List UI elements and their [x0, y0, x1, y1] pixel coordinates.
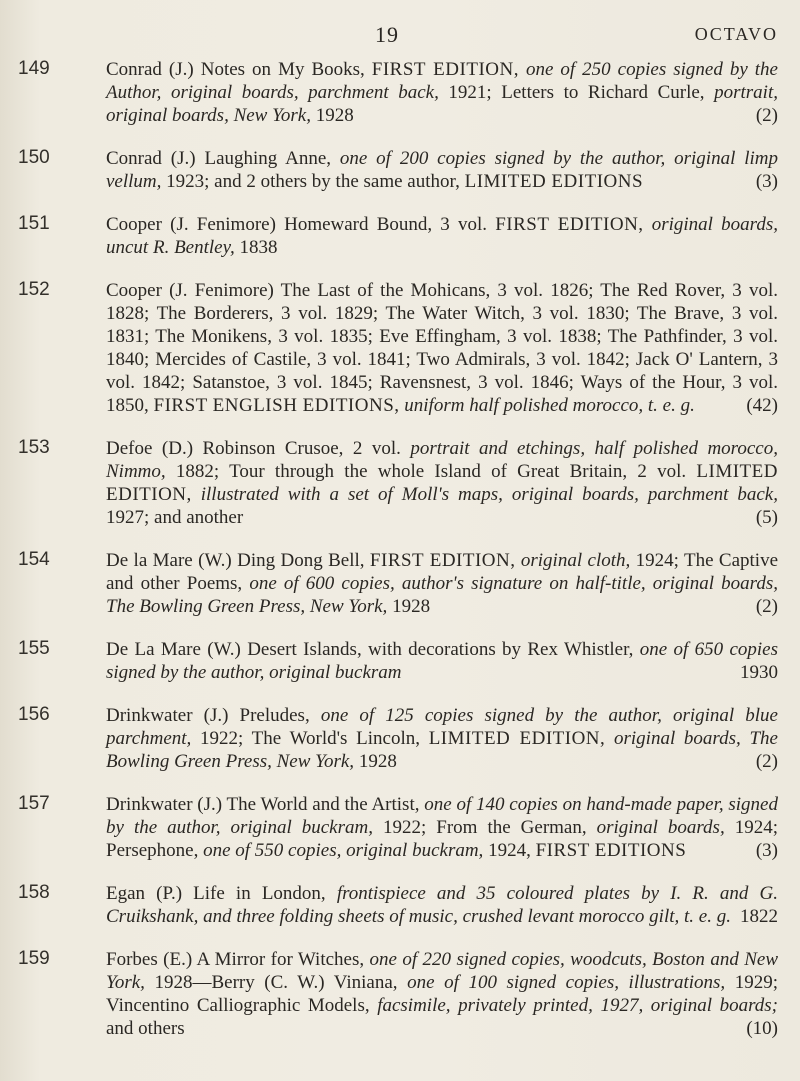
lot-text-segment: R. Bentley, — [152, 237, 235, 258]
lot-text-segment: Conrad (J.) Laughing Anne, — [106, 148, 340, 169]
lot-text-segment: original cloth, — [515, 550, 631, 571]
lot-text-segment: Drinkwater (J.) The World and the Artist, — [106, 794, 425, 815]
lot-text-segment: De la Mare (W.) Ding Dong Bell, — [106, 550, 370, 571]
lot-text-segment: 1882; Tour through the whole Island of Great Britain, 2 vol. — [165, 461, 697, 482]
lot-text-segment: Cooper (J. Fenimore) Homeward Bound, 3 vol. — [106, 214, 496, 235]
lot-text-segment: 1928—Berry (C. W.) Viniana, — [144, 972, 408, 993]
lot-description — [106, 279, 778, 417]
lot-quantity: 1822 — [740, 906, 778, 927]
lot-number: 154 — [18, 549, 50, 570]
lot-text-segment: FIRST EDITION, — [495, 214, 644, 235]
lot-number: 152 — [18, 279, 50, 300]
lot-description — [106, 549, 778, 618]
lot-text-segment: FIRST EDITION, — [371, 59, 519, 80]
lot-entry — [0, 882, 800, 928]
lot-text-segment: LIMITED EDITION, — [428, 728, 606, 749]
lot-text-segment: one of 140 copies on hand-made paper, signed by the author, original buckram, — [106, 794, 778, 838]
lot-quantity: (10) — [746, 1018, 778, 1039]
lot-number: 149 — [18, 58, 50, 79]
lot-entry — [0, 147, 800, 193]
lot-text-segment: one of 125 copies signed by the author, original blue parchment, — [106, 705, 778, 749]
lot-entry — [0, 213, 800, 259]
lot-text-segment: and others — [106, 1018, 185, 1039]
lot-description — [106, 948, 778, 1040]
lot-text-segment: original boards, — [596, 817, 725, 838]
section-title: OCTAVO — [694, 24, 778, 44]
lot-entry — [0, 638, 800, 684]
lot-text-segment: FIRST ENGLISH EDITIONS, — [153, 395, 400, 416]
lot-description — [106, 793, 778, 862]
lot-text-segment: 1923; and 2 others by the same author, — [161, 171, 465, 192]
lot-text-segment: facsimile, privately printed, 1927, original boards; — [377, 995, 778, 1016]
lot-text-segment: 1928 — [354, 751, 397, 772]
lot-text-segment: De La Mare (W.) Desert Islands, with decorations by Rex Whistler, — [106, 639, 640, 660]
lot-text-segment: 1927; and another — [106, 507, 244, 528]
lot-text-segment: Cooper (J. Fenimore) The Last of the Mohicans, 3 vol. 1826; The Red Rover, 3 vol. 1828; The Borderers, 3 vol. 1829; The Water Witch, 3 vol. 1830; The Brave, 3 vol. 1831; The Monikens, 3 vol. 1835; Eve Effingham, 3 vol. 1838; The Pathfinder, 3 vol. 1840; Mercides of Castile, 3 vol. 1841; Two Admirals, 3 vol. 1842; Jack O' Lantern, 3 vol. 1842; Satanstoe, 3 vol. 1845; Ravensnest, 3 vol. 1846; Ways of the Hour, 3 vol. 1850, — [106, 280, 778, 416]
lot-text-segment: illustrated with a set of Moll's maps, original boards, parchment back, — [191, 484, 778, 505]
lot-text-segment: one of 250 copies signed by the Author, original boards, parchment back, — [106, 59, 778, 103]
lot-text-segment: one of 600 copies, author's signature on half-title, original boards, The Bowling Green Press, New York, — [106, 573, 778, 617]
lot-number: 151 — [18, 213, 50, 234]
lot-quantity: (5) — [755, 507, 778, 528]
lot-description — [106, 704, 778, 773]
lot-text-segment: 1924; The Captive and other Poems, — [106, 550, 779, 594]
lot-text-segment: Drinkwater (J.) Preludes, — [106, 705, 321, 726]
lot-number: 157 — [18, 793, 50, 814]
lot-number: 155 — [18, 638, 50, 659]
lot-description — [106, 638, 778, 684]
lot-text-segment: 1838 — [234, 237, 278, 258]
lot-description — [106, 58, 778, 127]
lot-text-segment: Egan (P.) Life in London, — [106, 883, 337, 904]
lot-entry — [0, 437, 800, 529]
lot-text-segment: 1928 — [311, 105, 354, 126]
lot-quantity: (3) — [755, 840, 778, 861]
lot-text-segment: portrait and etchings, half polished morocco, Nimmo, — [106, 438, 778, 482]
page-number: 19 — [375, 22, 399, 47]
lot-entry — [0, 704, 800, 773]
lot-text-segment: one of 200 copies signed by the author, original limp vellum, — [106, 148, 779, 192]
lot-text-segment: 1921; Letters to Richard Curle, — [438, 82, 715, 103]
lot-list — [0, 58, 800, 1060]
lot-description — [106, 147, 778, 193]
lot-text-segment: FIRST EDITION, — [369, 550, 516, 571]
lot-quantity: (2) — [755, 105, 778, 126]
lot-text-segment: one of 550 copies, original buckram, — [203, 840, 484, 861]
lot-entry — [0, 948, 800, 1040]
lot-text-segment: 1929; Vincentino Calliographic Models, — [106, 972, 779, 1016]
lot-entry — [0, 793, 800, 862]
lot-text-segment: LIMITED EDITION, — [106, 461, 778, 505]
lot-text-segment: Forbes (E.) A Mirror for Witches, — [106, 949, 370, 970]
lot-quantity: (42) — [746, 395, 778, 416]
lot-entry — [0, 549, 800, 618]
lot-text-segment: LIMITED EDITIONS — [464, 171, 644, 192]
lot-quantity: 1930 — [740, 662, 778, 683]
lot-number: 150 — [18, 147, 50, 168]
lot-text-segment: 1924, — [483, 840, 536, 861]
lot-entry — [0, 279, 800, 417]
lot-text-segment: one of 100 signed copies, illustrations, — [407, 972, 726, 993]
lot-quantity: (2) — [755, 751, 778, 772]
lot-text-segment: 1922; The World's Lincoln, — [191, 728, 429, 749]
page-header — [0, 22, 800, 46]
lot-text-segment: portrait, original boards, New York, — [106, 82, 778, 126]
lot-entry — [0, 58, 800, 127]
lot-description — [106, 213, 778, 259]
lot-text-segment: one of 650 copies signed by the author, original buckram — [106, 639, 778, 683]
lot-text-segment: frontispiece and 35 coloured plates by I. R. and G. Cruikshank, and three folding sheets of music, crushed levant morocco gilt, t. e. g. — [106, 883, 778, 927]
lot-number: 158 — [18, 882, 50, 903]
lot-text-segment: 1928 — [387, 596, 431, 617]
lot-text-segment: FIRST EDITIONS — [535, 840, 687, 861]
lot-text-segment: one of 220 signed copies, woodcuts, Boston and New York, — [106, 949, 779, 993]
lot-text-segment: 1924; Persephone, — [106, 817, 778, 861]
lot-description — [106, 882, 778, 928]
lot-text-segment: Conrad (J.) Notes on My Books, — [106, 59, 372, 80]
lot-text-segment: uniform half polished morocco, t. e. g. — [399, 395, 695, 416]
lot-number: 156 — [18, 704, 50, 725]
lot-description — [106, 437, 778, 529]
lot-text-segment: original boards, The Bowling Green Press, New York, — [106, 728, 778, 772]
lot-quantity: (3) — [755, 171, 778, 192]
lot-text-segment: Defoe (D.) Robinson Crusoe, 2 vol. — [106, 438, 411, 459]
lot-number: 153 — [18, 437, 50, 458]
lot-quantity: (2) — [755, 596, 778, 617]
lot-text-segment: 1922; From the German, — [372, 817, 597, 838]
lot-text-segment: original boards, uncut — [106, 214, 778, 258]
lot-number: 159 — [18, 948, 50, 969]
